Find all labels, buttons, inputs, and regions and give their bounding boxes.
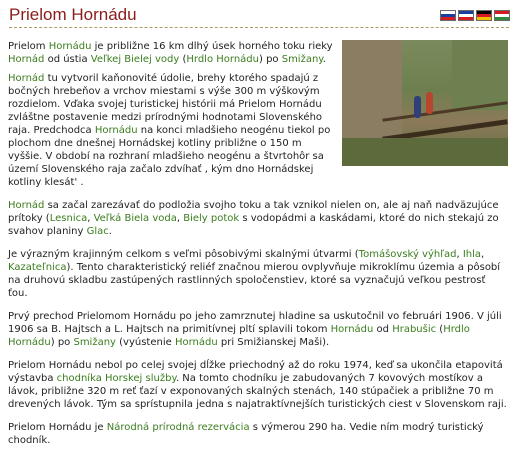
text-run: od ústia xyxy=(44,54,91,65)
text-run: od xyxy=(373,324,393,335)
text-link[interactable]: Hornádu xyxy=(94,125,138,136)
text-run: ( xyxy=(436,324,444,335)
slovak-flag-icon[interactable] xyxy=(440,10,456,21)
paragraph-5 xyxy=(8,310,508,349)
text-run: ( xyxy=(179,54,187,65)
page-title: Prielom Hornádu xyxy=(9,5,137,24)
text-link[interactable]: Veľká Biela voda xyxy=(93,213,177,224)
text-run: sa začal zarezávať do podložia svojho toku a tak vznikol nielen on, ale aj naň nadväzujúce prítoky ( xyxy=(8,200,499,224)
text-run: Je výrazným krajinným celkom s veľmi pôsobivými skalnými útvarmi ( xyxy=(8,249,359,260)
text-run: . xyxy=(322,54,326,65)
text-run: Prielom xyxy=(8,41,49,52)
german-flag-icon[interactable] xyxy=(476,10,492,21)
text-link[interactable]: Hrabušic xyxy=(392,324,437,335)
text-link[interactable]: Hrdlo Hornádu xyxy=(186,54,259,65)
text-link[interactable]: Glac xyxy=(86,226,109,237)
text-run: Prvý prechod Prielomom Hornádu po jeho zamrznutej hladine sa uskutočnil vo februári 1906. V júli 1906 sa B. Hajtsch a L. Hajtsch na primitívnej pltí splavili tokom xyxy=(8,311,502,335)
gorge-photo xyxy=(342,40,508,166)
text-link[interactable]: Hornád xyxy=(8,54,45,65)
text-run: ) po xyxy=(50,337,74,348)
text-run: je približne 16 km dlhý úsek horného toku rieky xyxy=(91,41,333,52)
article-content xyxy=(8,40,508,453)
text-link[interactable]: Hornád xyxy=(8,200,45,211)
text-run: Prielom Hornádu nebol po celej svojej dĺžke priechodný až do roku 1974, keď sa ukončila etapovitá výstavba xyxy=(8,360,503,384)
text-run: . Na tomto chodníku je zabudovaných 7 kovových mostíkov a lávok, približne 320 m reť ťazí v exponovaných skalných stenách, 140 stúpačiek a približne 70 m drevených lávok. Tým sa sprístupnila jedna s najatraktívnejších turistických ciest v Slovenskom raji. xyxy=(8,373,507,410)
text-link[interactable]: Ihla xyxy=(462,249,482,260)
text-run: Prielom Hornádu je xyxy=(8,422,107,433)
hungarian-flag-icon[interactable] xyxy=(494,10,510,21)
paragraph-4 xyxy=(8,248,508,300)
text-run: ) po xyxy=(258,54,282,65)
title-divider xyxy=(9,27,509,28)
text-run: pri Smižianskej Maši). xyxy=(217,337,330,348)
text-link[interactable]: Hornádu xyxy=(48,41,92,52)
text-link[interactable]: Národná prírodná rezervácia xyxy=(106,422,250,433)
paragraph-7 xyxy=(8,421,508,447)
text-link[interactable]: Lesnica xyxy=(49,213,88,224)
paragraph-3 xyxy=(8,199,508,238)
text-link[interactable]: chodníka Horskej služby xyxy=(56,373,176,384)
text-run: (vyústenie xyxy=(115,337,175,348)
text-link[interactable]: Hrdlo Hornádu xyxy=(8,324,470,348)
text-run: , xyxy=(481,249,485,260)
text-run: na konci mladšieho neogénu tiekol po plochom dne dnešnej Hornádskej kotliny približne o 150 m vyššie. V období na rozhraní mladšieho neogénu a štvrtohôr sa území Slovenského raja začalo zdvíhať , kým dno Hornádskej kotliny klesát' . xyxy=(8,125,331,188)
text-link[interactable]: Hornádu xyxy=(330,324,374,335)
text-run: s vodopádmi a kaskádami, ktoré do nich stekajú zo svahov planiny xyxy=(8,213,499,237)
text-run: tu vytvoril kaňonovité údolie, brehy ktorého spadajú z bočných hrebeňov a vrchov miestami s výše 300 m výškovým rozdielom. Vďaka svojej turistickej histórii má Prielom Hornádu zvláštne postavenie medzi prírodnými hodnotami Slovenského raja. Predchodca xyxy=(8,73,323,136)
text-run: , xyxy=(87,213,94,224)
text-link[interactable]: Hornádu xyxy=(174,337,218,348)
uk-flag-icon[interactable] xyxy=(458,10,474,21)
text-run: , xyxy=(176,213,184,224)
text-link[interactable]: Hornád xyxy=(8,73,45,84)
text-run: . xyxy=(108,226,112,237)
text-link[interactable]: Smižany xyxy=(281,54,323,65)
text-link[interactable]: Kazateľnica xyxy=(8,262,67,273)
text-run: s výmerou 290 ha. Vedie ním modrý turistický chodník. xyxy=(8,422,484,446)
paragraph-6 xyxy=(8,359,508,411)
text-link[interactable]: Tomášovský výhľad xyxy=(358,249,457,260)
text-link[interactable]: Biely potok xyxy=(183,213,240,224)
text-run: ). Tento charakteristický reliéf značnou mierou ovplyvňuje mikroklímu územia a pôsobí na druhovú skladbu zastúpených rastlinných spoločenstiev, ktoré sa vyznačujú veľkou pestrosť ťou. xyxy=(8,262,501,299)
language-flags xyxy=(440,10,510,21)
text-link[interactable]: Smižany xyxy=(73,337,116,348)
text-link[interactable]: Veľkej Bielej vody xyxy=(90,54,180,65)
text-run: , xyxy=(456,249,463,260)
